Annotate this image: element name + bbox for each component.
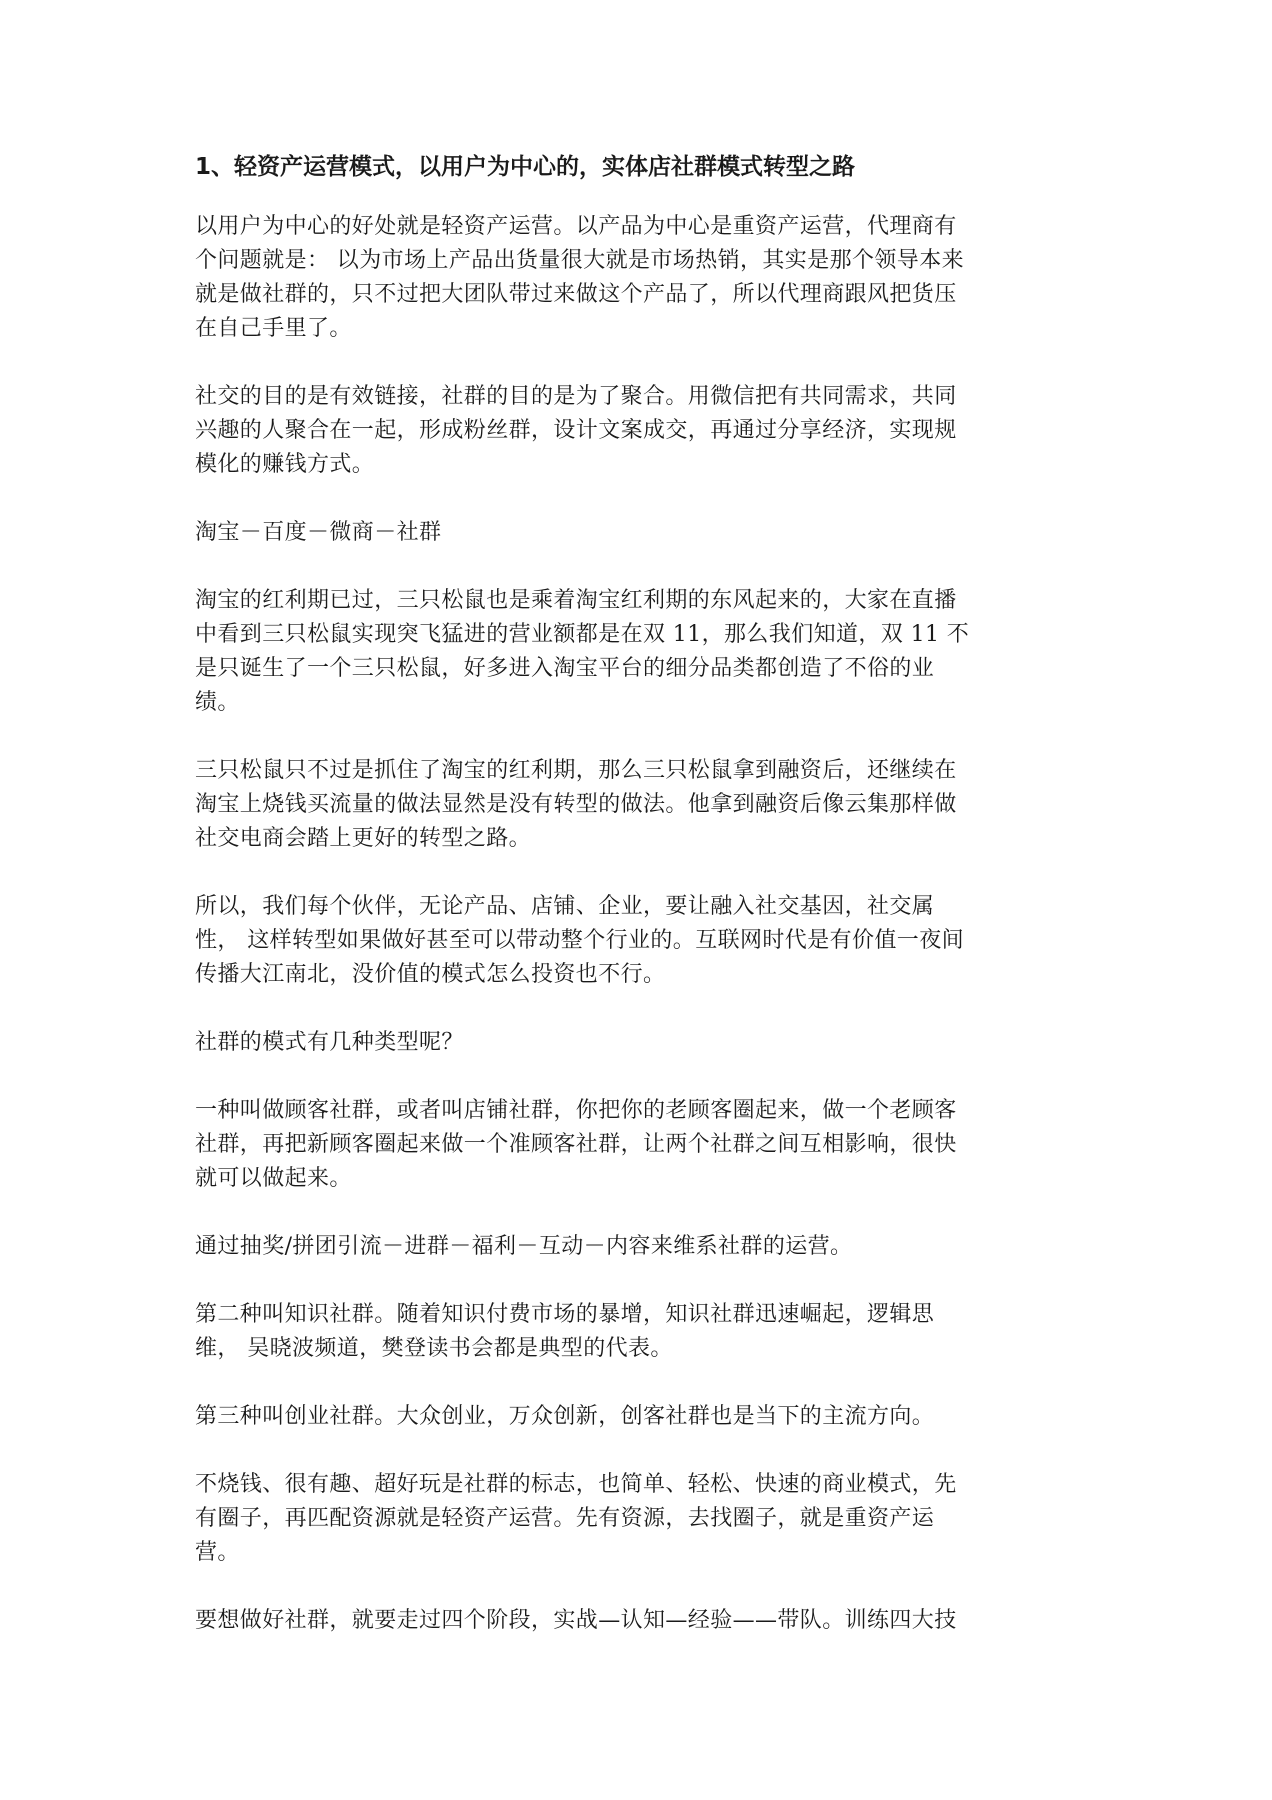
text-line: 绩。 bbox=[195, 690, 240, 715]
paragraph-13 bbox=[195, 1604, 1095, 1638]
text-line: 社交的目的是有效链接，社群的目的是为了聚合。用微信把有共同需求，共同 bbox=[195, 384, 957, 409]
text-line: 个问题就是： 以为市场上产品出货量很大就是市场热销，其实是那个领导本来 bbox=[195, 248, 964, 273]
text-line: 在自己手里了。 bbox=[195, 316, 352, 341]
text-line: 性， 这样转型如果做好甚至可以带动整个行业的。互联网时代是有价值一夜间 bbox=[195, 928, 964, 953]
section-title: 1、轻资产运营模式，以用户为中心的，实体店社群模式转型之路 bbox=[195, 154, 856, 180]
text-line: 有圈子，再匹配资源就是轻资产运营。先有资源，去找圈子，就是重资产运 bbox=[195, 1506, 935, 1531]
paragraph-5 bbox=[195, 754, 1095, 856]
paragraph-12 bbox=[195, 1468, 1095, 1570]
text-line: 以用户为中心的好处就是轻资产运营。以产品为中心是重资产运营，代理商有 bbox=[195, 214, 957, 239]
text-line: 兴趣的人聚合在一起，形成粉丝群，设计文案成交，再通过分享经济，实现规 bbox=[195, 418, 957, 443]
text-line: 社群的模式有几种类型呢？ bbox=[195, 1030, 464, 1055]
text-line: 是只诞生了一个三只松鼠，好多进入淘宝平台的细分品类都创造了不俗的业 bbox=[195, 656, 935, 681]
paragraph-2 bbox=[195, 380, 1095, 482]
text-line: 模化的赚钱方式。 bbox=[195, 452, 375, 477]
text-line: 第三种叫创业社群。大众创业，万众创新，创客社群也是当下的主流方向。 bbox=[195, 1404, 935, 1429]
text-line: 传播大江南北，没价值的模式怎么投资也不行。 bbox=[195, 962, 666, 987]
text-line: 淘宝－百度－微商－社群 bbox=[195, 520, 442, 545]
paragraph-3 bbox=[195, 516, 1095, 550]
text-line: 通过抽奖/拼团引流－进群－福利－互动－内容来维系社群的运营。 bbox=[195, 1234, 853, 1259]
text-line: 三只松鼠只不过是抓住了淘宝的红利期，那么三只松鼠拿到融资后，还继续在 bbox=[195, 758, 957, 783]
text-line: 一种叫做顾客社群，或者叫店铺社群，你把你的老顾客圈起来，做一个老顾客 bbox=[195, 1098, 957, 1123]
paragraph-11 bbox=[195, 1400, 1095, 1434]
paragraph-9 bbox=[195, 1230, 1095, 1264]
text-line: 不烧钱、很有趣、超好玩是社群的标志，也简单、轻松、快速的商业模式，先 bbox=[195, 1472, 957, 1497]
text-line: 中看到三只松鼠实现突飞猛进的营业额都是在双 11，那么我们知道，双 11 不 bbox=[195, 622, 970, 647]
text-line: 营。 bbox=[195, 1540, 240, 1565]
text-line: 淘宝的红利期已过，三只松鼠也是乘着淘宝红利期的东风起来的，大家在直播 bbox=[195, 588, 957, 613]
paragraph-7 bbox=[195, 1026, 1095, 1060]
text-line: 淘宝上烧钱买流量的做法显然是没有转型的做法。他拿到融资后像云集那样做 bbox=[195, 792, 957, 817]
paragraph-10 bbox=[195, 1298, 1095, 1366]
paragraph-6 bbox=[195, 890, 1095, 992]
text-line: 要想做好社群，就要走过四个阶段，实战—认知—经验——带队。训练四大技 bbox=[195, 1608, 957, 1633]
paragraph-4 bbox=[195, 584, 1095, 720]
document-page bbox=[195, 150, 1095, 1672]
text-line: 所以，我们每个伙伴，无论产品、店铺、企业，要让融入社交基因，社交属 bbox=[195, 894, 935, 919]
text-line: 维， 吴晓波频道，樊登读书会都是典型的代表。 bbox=[195, 1336, 673, 1361]
text-line: 就可以做起来。 bbox=[195, 1166, 352, 1191]
paragraph-8 bbox=[195, 1094, 1095, 1196]
text-line: 就是做社群的，只不过把大团队带过来做这个产品了，所以代理商跟风把货压 bbox=[195, 282, 957, 307]
text-line: 社交电商会踏上更好的转型之路。 bbox=[195, 826, 532, 851]
text-line: 第二种叫知识社群。随着知识付费市场的暴增，知识社群迅速崛起，逻辑思 bbox=[195, 1302, 935, 1327]
text-line: 社群，再把新顾客圈起来做一个准顾客社群，让两个社群之间互相影响，很快 bbox=[195, 1132, 957, 1157]
paragraph-1 bbox=[195, 210, 1095, 346]
